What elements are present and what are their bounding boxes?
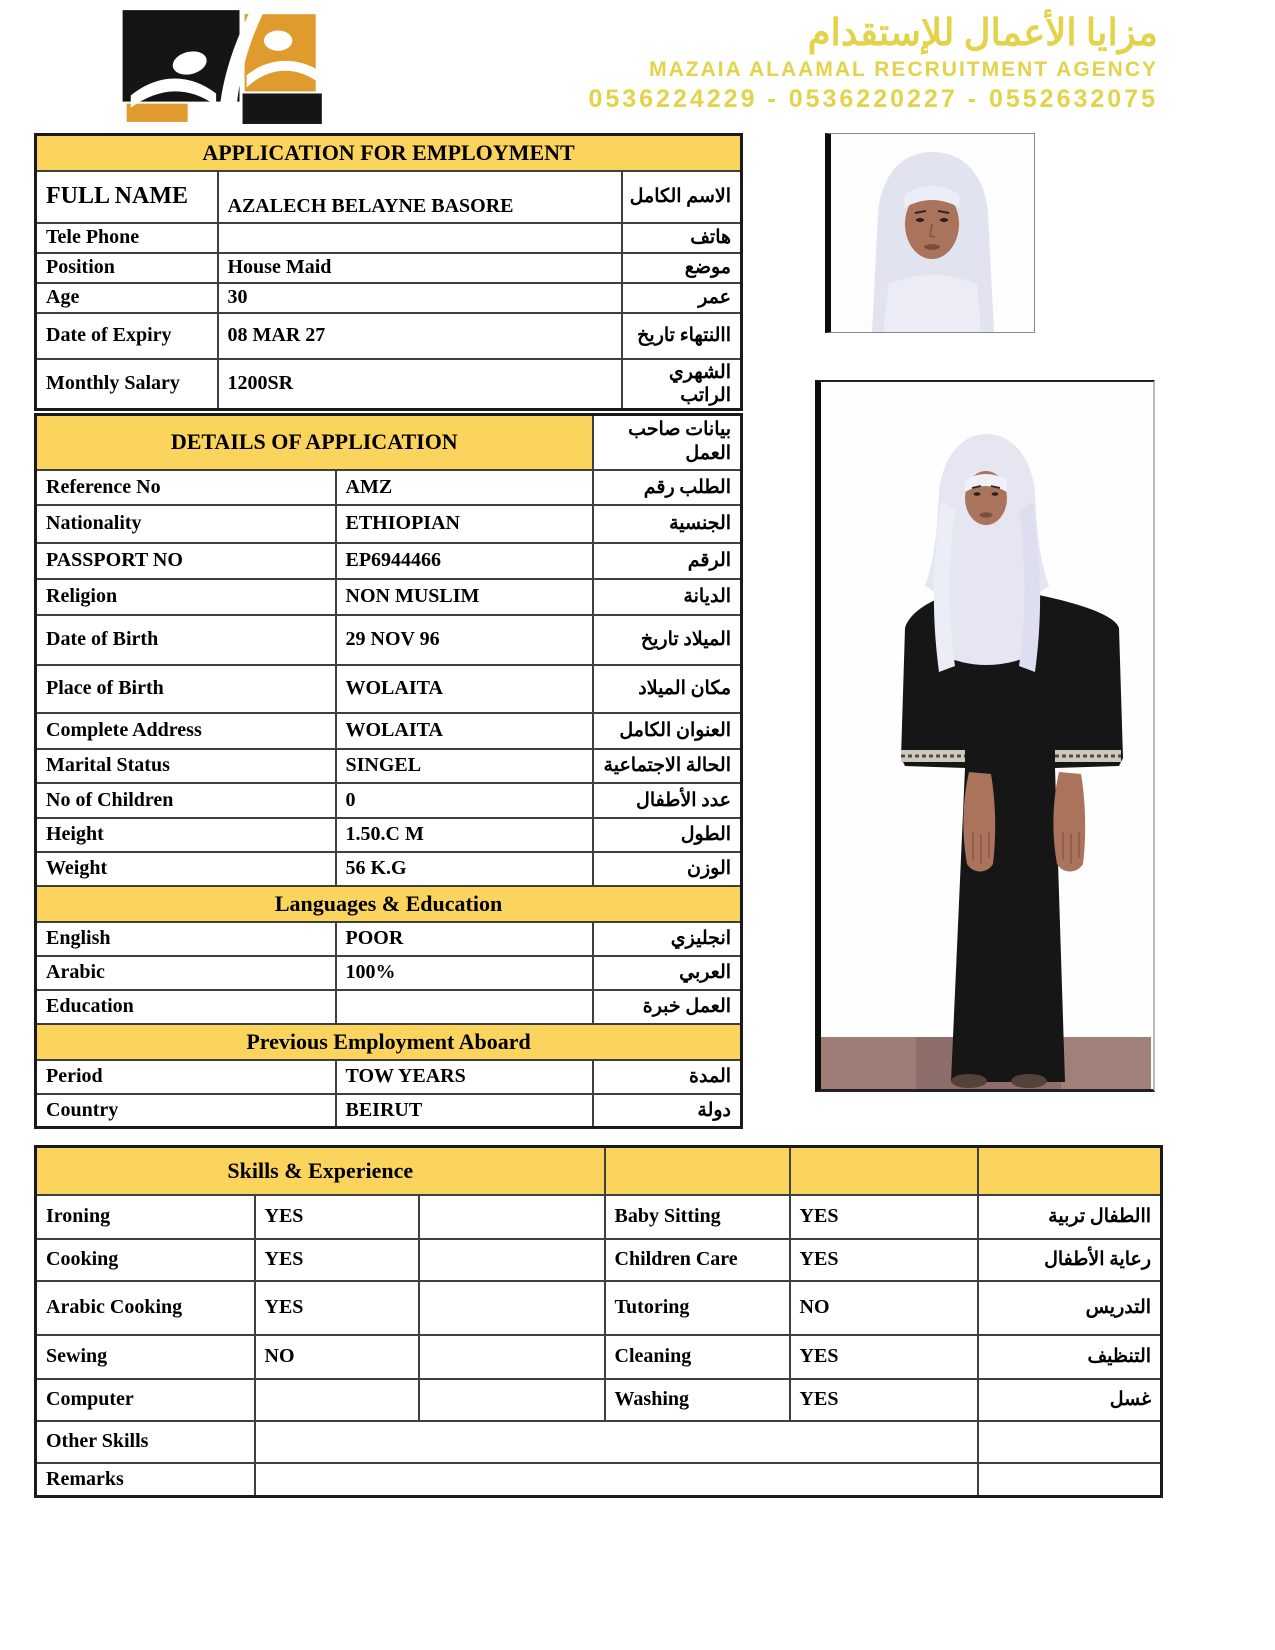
details-table-title: DETAILS OF APPLICATION (36, 415, 593, 470)
field-arabic-label: عمر (622, 283, 742, 313)
language-row (36, 922, 742, 956)
field-arabic-label: الجنسية (593, 505, 742, 543)
application-table-header-row (36, 135, 742, 171)
skill-arabic-label: التدريس (978, 1281, 1162, 1335)
field-value: 30 (218, 283, 622, 313)
field-label: Marital Status (36, 749, 336, 783)
field-arabic-label: الديانة (593, 579, 742, 615)
field-label: Weight (36, 852, 336, 886)
field-value: WOLAITA (336, 665, 593, 713)
skills-header-empty-cell (978, 1147, 1162, 1195)
skills-extra-row (36, 1463, 1162, 1497)
applicant-full-photo (815, 380, 1155, 1092)
details-row (36, 818, 742, 852)
field-value: POOR (336, 922, 593, 956)
skill-value: NO (255, 1335, 419, 1379)
field-value: ETHIOPIAN (336, 505, 593, 543)
field-label: Height (36, 818, 336, 852)
skill-value: YES (790, 1335, 978, 1379)
previous-employment-row (36, 1094, 742, 1128)
skill-label: Cooking (36, 1239, 255, 1281)
application-table (34, 133, 743, 411)
agency-name-english: MAZAIA ALAAMAL RECRUITMENT AGENCY (649, 58, 1158, 81)
skills-header-empty-cell (790, 1147, 978, 1195)
field-arabic-label: الرقم (593, 543, 742, 579)
field-label: Date of Expiry (36, 313, 218, 359)
details-row (36, 505, 742, 543)
skills-extra-row (36, 1421, 1162, 1463)
field-arabic-label: الطلب رقم (593, 470, 742, 505)
field-value: 0 (336, 783, 593, 818)
field-value: House Maid (218, 253, 622, 283)
previous-employment-section-title: Previous Employment Aboard (36, 1024, 742, 1060)
field-label: Period (36, 1060, 336, 1094)
field-value (255, 1463, 978, 1497)
field-arabic-label: المدة (593, 1060, 742, 1094)
application-row (36, 313, 742, 359)
skill-arabic-label: رعاية الأطفال (978, 1239, 1162, 1281)
field-label: Remarks (36, 1463, 255, 1497)
application-table-title: APPLICATION FOR EMPLOYMENT (36, 135, 742, 171)
field-label: Place of Birth (36, 665, 336, 713)
field-label: Arabic (36, 956, 336, 990)
agency-name-arabic: مزايا الأعمال للإستقدام (807, 13, 1158, 54)
details-row (36, 470, 742, 505)
skill-value (255, 1379, 419, 1421)
agency-header (430, 12, 1158, 114)
field-value (336, 990, 593, 1024)
full-photo-illustration (821, 382, 1151, 1089)
field-label: Position (36, 253, 218, 283)
skill-empty-cell (419, 1195, 605, 1239)
field-arabic-label: العنوان الكامل (593, 713, 742, 749)
application-row (36, 171, 742, 223)
field-label: Date of Birth (36, 615, 336, 665)
details-row (36, 852, 742, 886)
field-arabic-label: موضع (622, 253, 742, 283)
field-value: TOW YEARS (336, 1060, 593, 1094)
field-label: Reference No (36, 470, 336, 505)
details-table-header-row (36, 415, 742, 470)
details-row (36, 579, 742, 615)
field-arabic-label: العربي (593, 956, 742, 990)
skill-label: Baby Sitting (605, 1195, 790, 1239)
details-table-title-arabic: بيانات صاحب العمل (593, 415, 742, 470)
field-label: FULL NAME (36, 171, 218, 223)
field-label: Nationality (36, 505, 336, 543)
skill-arabic-label: التنظيف (978, 1335, 1162, 1379)
skills-row (36, 1281, 1162, 1335)
skill-value: YES (255, 1281, 419, 1335)
skill-label: Ironing (36, 1195, 255, 1239)
details-row (36, 543, 742, 579)
languages-section-title: Languages & Education (36, 886, 742, 922)
details-row (36, 749, 742, 783)
skills-row (36, 1379, 1162, 1421)
skills-row (36, 1195, 1162, 1239)
skill-value: YES (790, 1379, 978, 1421)
skill-label: Arabic Cooking (36, 1281, 255, 1335)
skill-value: YES (255, 1239, 419, 1281)
field-value: SINGEL (336, 749, 593, 783)
field-value: 1.50.C M (336, 818, 593, 852)
field-arabic-label: عدد الأطفال (593, 783, 742, 818)
application-row (36, 223, 742, 253)
field-arabic-label (978, 1421, 1162, 1463)
field-label: Religion (36, 579, 336, 615)
field-arabic-label: االنتهاء تاريخ (622, 313, 742, 359)
field-label: Age (36, 283, 218, 313)
skill-label: Children Care (605, 1239, 790, 1281)
field-value: NON MUSLIM (336, 579, 593, 615)
field-label: No of Children (36, 783, 336, 818)
id-photo-illustration (831, 134, 1034, 332)
field-label: PASSPORT NO (36, 543, 336, 579)
field-value: WOLAITA (336, 713, 593, 749)
field-value: 29 NOV 96 (336, 615, 593, 665)
field-arabic-label: انجليزي (593, 922, 742, 956)
skills-row (36, 1239, 1162, 1281)
field-label: Tele Phone (36, 223, 218, 253)
field-label: Other Skills (36, 1421, 255, 1463)
skill-value: YES (790, 1195, 978, 1239)
agency-logo (112, 2, 367, 126)
field-arabic-label: الشهري الراتب (622, 359, 742, 410)
field-label: English (36, 922, 336, 956)
skills-table (34, 1145, 1163, 1498)
field-value: 100% (336, 956, 593, 990)
field-value (255, 1421, 978, 1463)
field-value: BEIRUT (336, 1094, 593, 1128)
skill-label: Tutoring (605, 1281, 790, 1335)
details-row (36, 665, 742, 713)
field-arabic-label: العمل خبرة (593, 990, 742, 1024)
skill-label: Sewing (36, 1335, 255, 1379)
details-row (36, 713, 742, 749)
field-value: 08 MAR 27 (218, 313, 622, 359)
field-arabic-label: هاتف (622, 223, 742, 253)
agency-phone-numbers: 0536224229 - 0536220227 - 0552632075 (588, 85, 1158, 113)
field-arabic-label: مكان الميلاد (593, 665, 742, 713)
previous-employment-section-title-row (36, 1024, 742, 1060)
field-label: Country (36, 1094, 336, 1128)
field-label: Monthly Salary (36, 359, 218, 410)
field-label: Education (36, 990, 336, 1024)
application-row (36, 283, 742, 313)
field-arabic-label: الميلاد تاريخ (593, 615, 742, 665)
skill-empty-cell (419, 1239, 605, 1281)
field-arabic-label: دولة (593, 1094, 742, 1128)
skill-value: YES (255, 1195, 419, 1239)
skills-header-empty-cell (605, 1147, 790, 1195)
field-arabic-label: الاسم الكامل (622, 171, 742, 223)
skill-empty-cell (419, 1335, 605, 1379)
skills-table-header-row (36, 1147, 1162, 1195)
skill-value: NO (790, 1281, 978, 1335)
details-row (36, 783, 742, 818)
skills-row (36, 1335, 1162, 1379)
field-value (218, 223, 622, 253)
language-row (36, 990, 742, 1024)
application-row (36, 359, 742, 410)
field-label: Complete Address (36, 713, 336, 749)
field-value: AMZ (336, 470, 593, 505)
details-row (36, 615, 742, 665)
skill-label: Computer (36, 1379, 255, 1421)
skill-value: YES (790, 1239, 978, 1281)
language-row (36, 956, 742, 990)
field-arabic-label: الحالة الاجتماعية (593, 749, 742, 783)
application-row (36, 253, 742, 283)
field-value: 1200SR (218, 359, 622, 410)
field-arabic-label (978, 1463, 1162, 1497)
skill-arabic-label: غسل (978, 1379, 1162, 1421)
field-value: AZALECH BELAYNE BASORE (218, 171, 622, 223)
skill-arabic-label: االطفال تربية (978, 1195, 1162, 1239)
languages-section-title-row (36, 886, 742, 922)
details-table (34, 413, 743, 1129)
field-value: 56 K.G (336, 852, 593, 886)
skill-label: Cleaning (605, 1335, 790, 1379)
skills-table-title: Skills & Experience (36, 1147, 605, 1195)
skill-empty-cell (419, 1379, 605, 1421)
applicant-id-photo (825, 133, 1035, 333)
skill-label: Washing (605, 1379, 790, 1421)
field-arabic-label: الطول (593, 818, 742, 852)
previous-employment-row (36, 1060, 742, 1094)
skill-empty-cell (419, 1281, 605, 1335)
field-arabic-label: الوزن (593, 852, 742, 886)
field-value: EP6944466 (336, 543, 593, 579)
